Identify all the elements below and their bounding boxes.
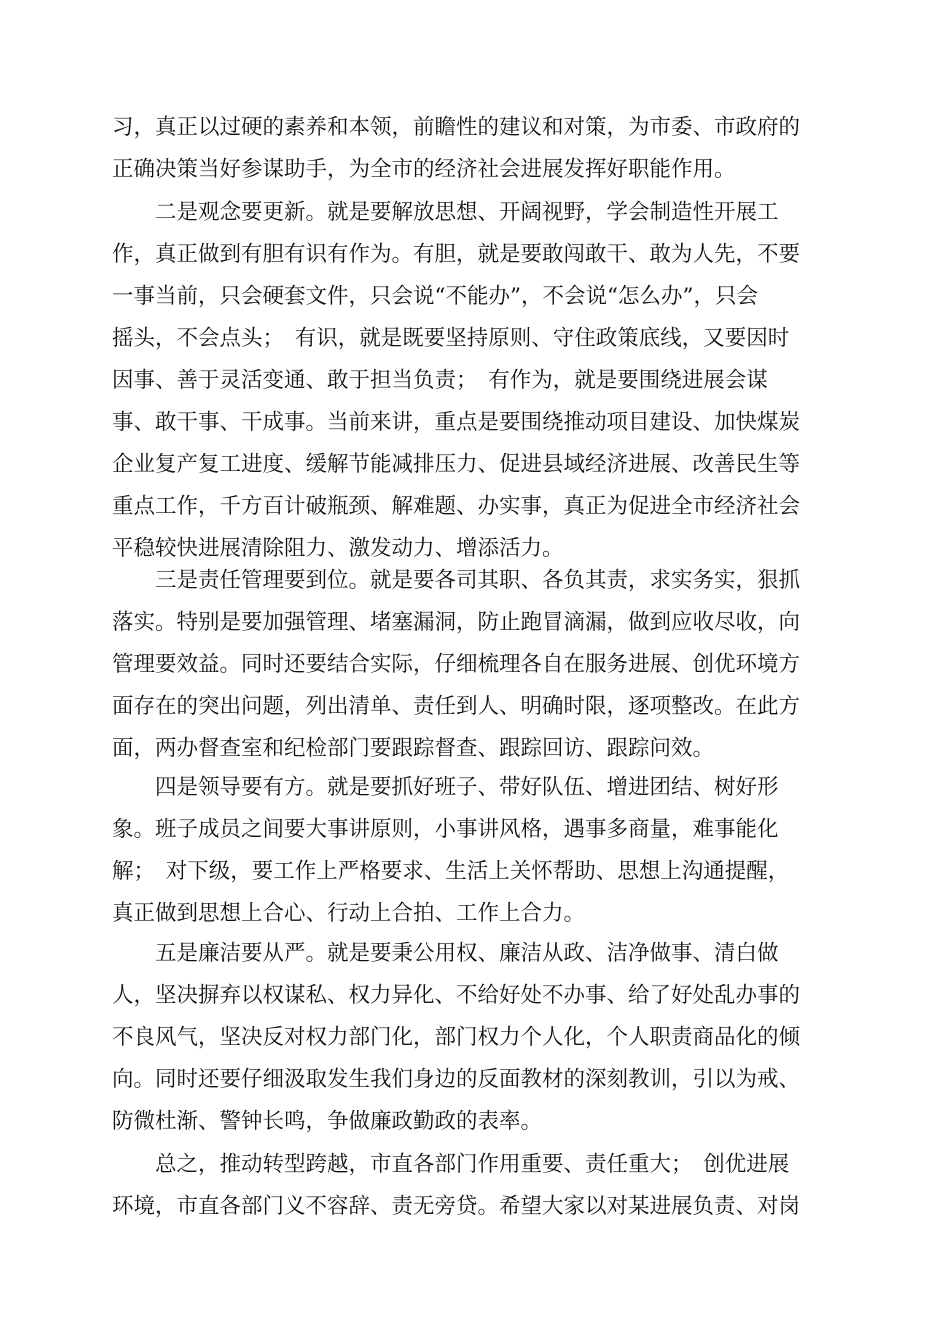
paragraph-6-conclusion (112, 1144, 842, 1228)
text-line: 正确决策当好参谋助手，为全市的经济社会进展发挥好职能作用。 (112, 157, 736, 182)
text-line: 总之，推动转型跨越，市直各部门作用重要、责任重大； 创优进展 (112, 1152, 790, 1177)
text-line: 环境，市直各部门义不容辞、责无旁贷。希望大家以对某进展负责、对岗 (112, 1194, 801, 1219)
text-line: 四是领导要有方。就是要抓好班子、带好队伍、增进团结、树好形 (112, 775, 779, 800)
paragraph-4-leadership (112, 767, 842, 935)
text-line: 不良风气，坚决反对权力部门化，部门权力个人化，个人职责商品化的倾 (112, 1025, 801, 1050)
text-line: 因事、善于灵活变通、敢于担当负责； 有作为，就是要围绕进展会谋 (112, 368, 768, 393)
text-line: 人，坚决摒弃以权谋私、权力异化、不给好处不办事、给了好处乱办事的 (112, 983, 801, 1008)
text-line: 一事当前，只会硬套文件，只会说“不能办”，不会说“怎么办”，只会 (112, 284, 758, 309)
text-line: 解； 对下级，要工作上严格要求、生活上关怀帮助、思想上沟通提醒， (112, 859, 790, 884)
text-line: 面，两办督查室和纪检部门要跟踪督查、跟踪回访、跟踪问效。 (112, 736, 715, 761)
text-line: 管理要效益。同时还要结合实际，仔细梳理各自在服务进展、创优环境方 (112, 652, 801, 677)
text-line: 作，真正做到有胆有识有作为。有胆，就是要敢闯敢干、敢为人先，不要 (112, 242, 801, 267)
text-line: 象。班子成员之间要大事讲原则，小事讲风格，遇事多商量，难事能化 (112, 817, 779, 842)
text-line: 防微杜渐、警钟长鸣，争做廉政勤政的表率。 (112, 1109, 543, 1134)
text-line: 平稳较快进展清除阻力、激发动力、增添活力。 (112, 536, 564, 561)
text-line: 企业复产复工进度、缓解节能减排压力、促进县域经济进展、改善民生等 (112, 452, 801, 477)
text-line: 落实。特别是要加强管理、堵塞漏洞，防止跑冒滴漏，做到应收尽收，向 (112, 610, 801, 635)
text-line: 五是廉洁要从严。就是要秉公用权、廉洁从政、洁净做事、清白做 (112, 941, 779, 966)
paragraph-2-concept-update (112, 192, 842, 570)
text-line: 向。同时还要仔细汲取发生我们身边的反面教材的深刻教训，引以为戒、 (112, 1067, 801, 1092)
paragraph-5-integrity (112, 933, 842, 1143)
text-line: 真正做到思想上合心、行动上合拍、工作上合力。 (112, 901, 586, 926)
paragraph-3-responsibility (112, 560, 842, 770)
text-line: 二是观念要更新。就是要解放思想、开阔视野，学会制造性开展工 (112, 200, 779, 225)
text-line: 习，真正以过硬的素养和本领，前瞻性的建议和对策，为市委、市政府的 (112, 115, 801, 140)
text-line: 重点工作，千方百计破瓶颈、解难题、办实事，真正为促进全市经济社会 (112, 494, 801, 519)
text-line: 摇头，不会点头； 有识，就是既要坚持原则、守住政策底线，又要因时 (112, 326, 790, 351)
text-line: 面存在的突出问题，列出清单、责任到人、明确时限，逐项整改。在此方 (112, 694, 801, 719)
text-line: 事、敢干事、干成事。当前来讲，重点是要围绕推动项目建设、加快煤炭 (112, 410, 801, 435)
paragraph-continuation (112, 107, 842, 191)
text-line: 三是责任管理要到位。就是要各司其职、各负其责，求实务实，狠抓 (112, 568, 801, 593)
